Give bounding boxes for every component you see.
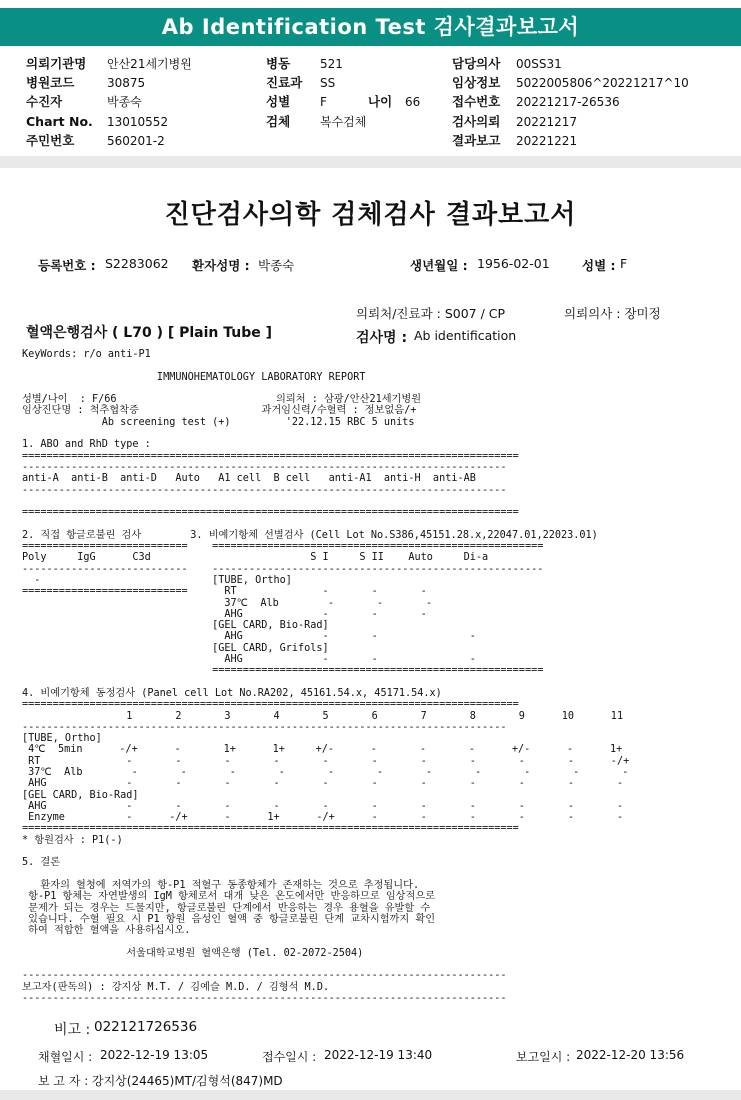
header-value-resident-no: 560201-2	[107, 134, 165, 148]
sex-label: 성별 :	[582, 258, 616, 273]
exam-name-label: 검사명 :	[356, 330, 408, 346]
header-label-institution: 의뢰기관명	[26, 56, 87, 71]
lab-report-body: KeyWords: r/o anti-P1 IMMUNOHEMATOLOGY LABORATORY REPORT 성별/나이 : F/66 의뢰처 : 삼광/안산21세기병원 임상진단명 : 척추협착증 과거임신력/수혈력 : 정보없음/+ Ab screening test (+) '22.12.15 RBC 5 units 1. ABO and RhD type : ================================================================================= ------------------------------------------------------------------------------- anti-A anti-B anti-D Auto A1 cell B cell anti-A1 anti-H anti-AB ------------------------------------------------------------------------------- ================================================================================= 2. 직접 항글로불린 검사 3. 비예기항체 선별검사 (Cell Lot No.S386,45151.28.x,22047.01,22023.01) =========================== ====================================================== Poly IgG C3d S I S II Auto Di-a --------------------------- ------------------------------------------------------ - [TUBE, Ortho] =========================== RT - - - 37℃ Alb - - - AHG - - - [GEL CARD, Bio-Rad] AHG - - - [GEL CARD, Grifols] AHG - - - ====================================================== 4. 비예기항체 동정검사 (Panel cell Lot No.RA202, 45161.54.x, 45171.54.x) ================================================================================= 1 2 3 4 5 6 7 8 9 10 11 ------------------------------------------------------------------------------- [TUBE, Ortho] 4℃ 5min -/+ - 1+ 1+ +/- - - - +/- - 1+ RT - - - - - - - - - - -/+ 37℃ Alb - - - - - - - - - - - AHG - - - - - - - - - - - [GEL CARD, Bio-Rad] AHG - - - - - - - - - - - Enzyme - -/+ - 1+ -/+ - - - - - - ================================================================================= * 항원검사 : P1(-) 5. 결론 환자의 혈청에 저역가의 항-P1 적혈구 동종항체가 존재하는 것으로 추정됩니다. 항-P1 항체는 자연발생의 IgM 항체로서 대개 낮은 온도에서만 반응하므로 임상적으로 문제가 되는 경우는 드물지만, 항글로불린 단계에서 반응하는 경우 용혈을 유발할 수 있습니다. 수혈 필요 시 P1 항원 음성인 혈액 중 항글로불린 단계 교차시험까지 확인 하여 적합한 혈액을 사용하십시오. 서울대학교병원 혈액은행 (Tel. 02-2072-2504) ------------------------------------------------------------------------------- 보고자(판독의) : 강지상 M.T. / 김예슬 M.D. / 김형석 M.D. -------------------------------------------------------------------------------	[22, 349, 630, 1004]
header-label-sex: 성별	[266, 94, 291, 109]
header-label-ward: 병동	[266, 56, 291, 71]
requesting-department: 의뢰처/진료과 : S007 / CP	[356, 306, 506, 321]
header-value-sex: F	[320, 95, 327, 109]
header-label-patient: 수진자	[26, 94, 63, 109]
exam-name-value: Ab identification	[414, 328, 517, 343]
receipt-time-label: 접수일시 :	[262, 1050, 317, 1064]
reporter-label: 보 고 자 :	[38, 1074, 89, 1088]
header-value-department: SS	[320, 76, 336, 90]
header-value-request-date: 20221217	[516, 115, 578, 129]
header-value-specimen: 복수검체	[320, 115, 367, 129]
header-value-report-date: 20221221	[516, 134, 578, 148]
reporter-value: 강지상(24465)MT/김형석(847)MD	[92, 1074, 283, 1088]
report-main-title: 진단검사의학 검체검사 결과보고서	[164, 200, 577, 230]
requesting-doctor: 의뢰의사 : 장미정	[564, 306, 661, 321]
header-label-hospital-code: 병원코드	[26, 75, 75, 90]
header-label-resident-no: 주민번호	[26, 133, 75, 148]
patient-name-value: 박종숙	[258, 258, 295, 273]
header-value-chart-no: 13010552	[107, 115, 169, 129]
header-value-clinical-info: 5022005806^20221217^10	[516, 76, 689, 90]
section-divider	[0, 156, 741, 168]
report-time-value: 2022-12-20 13:56	[576, 1048, 685, 1062]
header-label-report-date: 결과보고	[452, 133, 501, 148]
header-label-request-date: 검사의뢰	[452, 114, 501, 129]
reg-no-value: S2283062	[105, 256, 169, 271]
header-value-institution: 안산21세기병원	[107, 57, 192, 71]
collection-time-value: 2022-12-19 13:05	[100, 1048, 209, 1062]
note-label: 비고 :	[54, 1022, 91, 1038]
receipt-time-value: 2022-12-19 13:40	[324, 1048, 433, 1062]
dob-value: 1956-02-01	[477, 256, 550, 271]
blood-bank-section-title: 혈액은행검사 ( L70 ) [ Plain Tube ]	[26, 325, 273, 341]
collection-time-label: 채혈일시 :	[38, 1050, 93, 1064]
header-label-clinical-info: 임상정보	[452, 75, 501, 90]
patient-name-label: 환자성명 :	[192, 258, 250, 273]
header-label-department: 진료과	[266, 75, 303, 90]
sex-value: F	[620, 256, 628, 271]
header-label-age: 나이	[368, 94, 393, 109]
header-label-specimen: 검체	[266, 114, 291, 129]
report-time-label: 보고일시 :	[516, 1050, 571, 1064]
report-banner-title: Ab Identification Test 검사결과보고서	[0, 8, 741, 46]
bottom-divider	[0, 1090, 741, 1100]
reg-no-label: 등록번호 :	[38, 258, 96, 273]
dob-label: 생년월일 :	[410, 258, 468, 273]
header-value-age: 66	[405, 95, 421, 109]
header-value-patient: 박종숙	[107, 95, 142, 109]
header-label-doctor: 담당의사	[452, 56, 501, 71]
header-label-receipt-no: 접수번호	[452, 94, 501, 109]
header-value-hospital-code: 30875	[107, 76, 146, 90]
header-value-ward: 521	[320, 57, 343, 71]
note-value: 022121726536	[94, 1019, 198, 1035]
header-label-chart-no: Chart No.	[26, 114, 93, 129]
header-value-doctor: 00SS31	[516, 57, 562, 71]
header-value-receipt-no: 20221217-26536	[516, 95, 620, 109]
